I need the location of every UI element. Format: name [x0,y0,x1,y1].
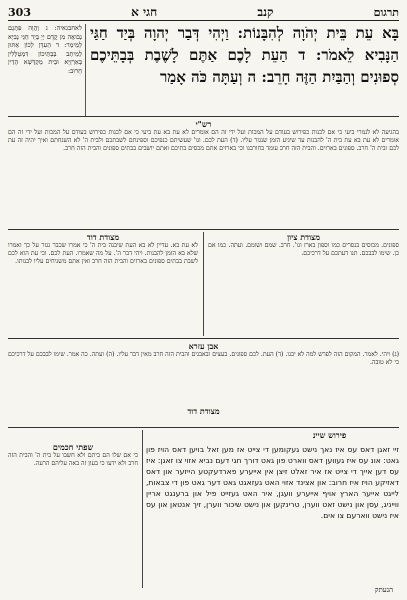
metzudat-right-title: מצודת ציון [287,232,320,242]
column-separator [142,430,143,588]
metzudat-david-small-title: מצודת דוד [187,406,220,416]
divider [8,427,399,428]
footer-signature: הנעתק [374,586,393,594]
targum-heading: תרגום [373,5,399,19]
yiddish-translation: זיי זאגן דאס עס איז נאך נישט געקומען די צייט אז מען זאל בויען דאס הויז פון גאט: אונ עס איז געווען דאס ווארט פון גאט דורך חגי דעם נביא אזוי צו זאגן: איז עס דען אייך די צייט אז איר זאלט זיצן אין אייערע פארדעקטע הייזער און דאס דאזיקע הויז איז חרוב: און אצינד אזוי האט געזאגט גאט דער גאט פון די צבאות, לייגט אייער הארץ אויף אייערע וועגן, איר האט געזייט פיל און ברענגט אריין ווייניג, עסן און נישט זאט ווערן, טרינקען און נישט שיכור ווערן, זיך אנטאן און עס איז נישט ווארעם צו אים. [146,445,399,520]
even-ezra-section [8,341,399,405]
divider [8,116,399,117]
metzudat-left-text: לא עת בא. עדיין לא בא העת שיבנה בית ה' כי אמרו שכבר נגזר על כך ואמרו שלא בא הזמן להבנות. ויהי דבר ה'. על מה שאמרו. העת לכם. וכי עת הוא לכם לשבת בבתים ספונים בארזים והבית הזה חרב ואין אתם משגיחים עליו לבנותו. [8,242,198,265]
metzudat-right-text: ספונים. מכוסים בנסרים כמו וספון בארז וגו'. חרב. שמם ושומם. ועתה. כמו אם כן. שימו לבבכם. תנו דעתכם על דרכיכם. [208,242,399,257]
perush-label: פירוש שיינ [312,430,347,440]
divider [8,338,399,339]
even-ezra-text: (ג) ויהי. לאמר. המקום הזה לפרש למה לא יבנו. (ד) העת. לכם ספונים. בעצים ובאבנים והבית הזה חרב מאין דבר עליו. (ה) ועתה. כה אמר. שימו לבבכם על דרכיכם כי לא טובה. [8,351,399,366]
rashi-title: רש"י [195,119,212,129]
section-marker: קנב [257,4,274,19]
book-title: חגי א [131,4,158,19]
targum-column: לאחבגאיה: ג וַהֲוָה פִּתְגַם נְבוּאָה מִן קֳדָם יְיָ בְּיַד חַגַּי נְבִיָּא לְמֵימַר: ד הַעִדָּן לְכוֹן אַתּוּן לְמֵיתַב בְּבָתֵּיכוֹן דִּמְטַלְּלִין בְּאַרְזַיָּא וּבֵית מַקְדְּשָׁא הָדֵין חָרוּב: [8,24,86,116]
rashi-section [8,119,399,227]
page-header [8,4,399,21]
rashi-text: בהגיעה לא לגמרי ביעי כי אם לכנות כפירוש בעודם על המכות ועל ידי זה הם אומרים לא עת בא עת ביעי כי אם לכנות כפירוש בעודם על המכות ועל ידי זה הם אומרים לא עת בא עת בית ה' להבנות עד שיגיע הזמן שנגזר עליו. (ד) העת לכם. וגו' שעשיתם כנפיכם וספינתם לשבתכם ולבית ה' לא השגחתם ואיך יהיה זה עת לכם ובית ה' חרב. ספונים בארזים. והבית הזה חרב עומד בחורבנו וכי בארזים אתם מכסים בתיכם ואתם יושבים בבתים ספונים והבית הזה חרב. [8,129,399,152]
even-ezra-title: אבן עזרא [188,341,219,351]
document-page [8,4,399,594]
column-separator [203,232,204,336]
metzudat-left-title: מצודת דוד [86,232,120,242]
metzudat-right-section [208,232,399,336]
metzudat-left-section [8,232,198,336]
main-verse: בָּא עֵת בֵּית יְהֹוָה לְהִבָּנוֹת: וַיְהִי דְּבַר יְהוָה בְּיַד חַגַּי הַנָּבִיא לֵאמֹר: ד הַעֵת לָכֶם אַתֶּם לָשֶׁבֶת בְּבָתֵּיכֶם סְפוּנִים וְהַבַּיִת הַזֶּה חָרֵב: ה וְעַתָּה כֹּה אָמַר [90,24,399,86]
divider [8,229,399,230]
metzudat-david-small [8,406,399,426]
sifsei-chachamim-section [8,442,138,588]
sifsei-title: שפתי חכמים [52,442,94,452]
sifsei-text: כי אם שלו הם ביתם ולא חשבו על בית ה' והבית הזה חרב ולא ידעו כי בעון זה באה עליהם הרעה. [8,452,138,467]
page-number: 303 [8,5,31,19]
